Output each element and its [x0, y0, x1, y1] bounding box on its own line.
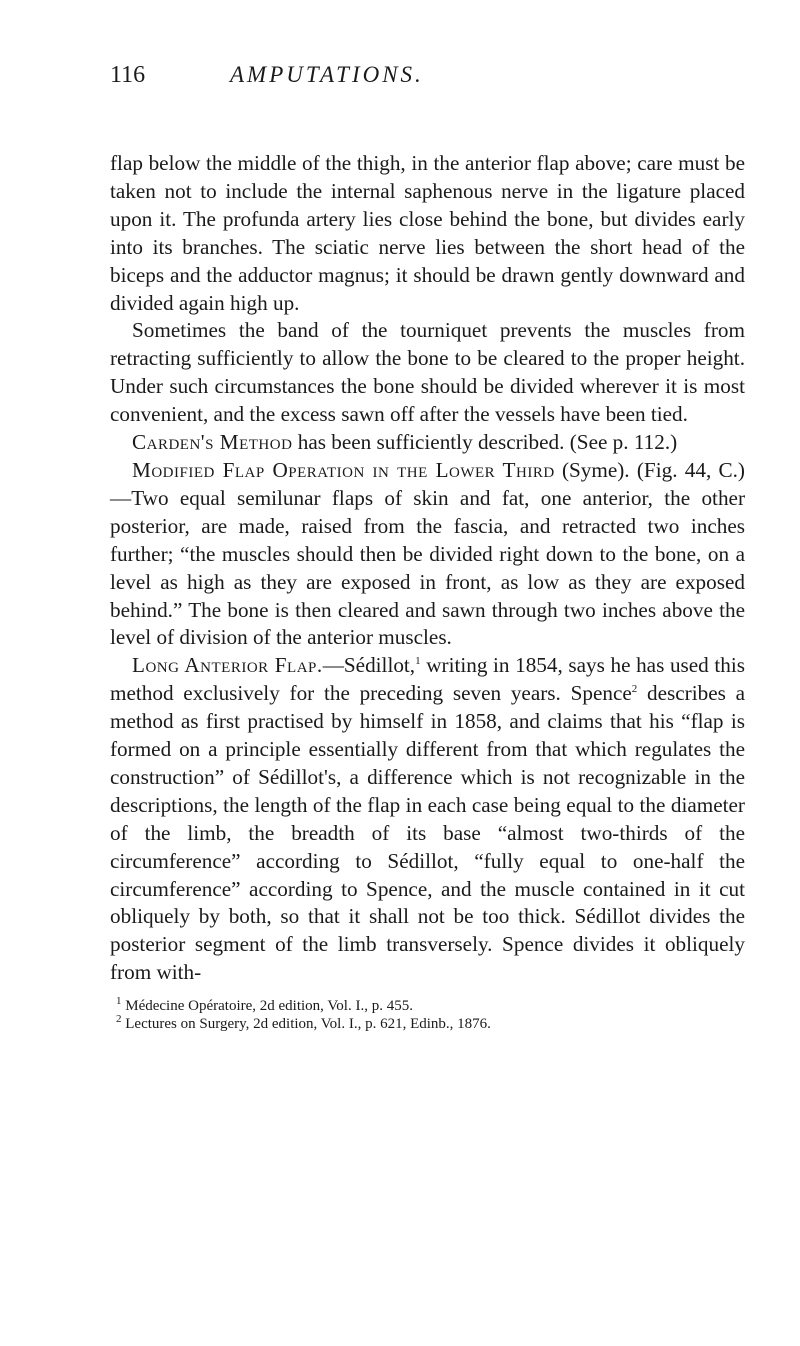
- paragraph-5-text-c: describes a method as first practised by himself in 1858, and claims that his “flap is formed on a principle essentially different from that which regulates the construction” of Sédillot's, a difference which is not recognizable in the descriptions, the length of the flap in each case being equal to the diameter of the limb, the breadth of its base “almost two-thirds of the circumference” according to Sédillot, “fully equal to one-half the circumference” according to Spence, and the muscle contained in it cut obliquely by both, so that it shall not be too thick. Sédillot divides the posterior segment of the limb transversely. Spence divides it obliquely from with-: [110, 681, 745, 985]
- section-heading-modified-flap: Modified Flap Operation in the Lower Third: [132, 457, 555, 482]
- section-heading-long-anterior-flap: Long Anterior Flap.: [132, 653, 323, 678]
- paragraph-2: Sometimes the band of the tourniquet prevents the muscles from retracting sufficiently to allow the bone to be cleared to the proper height. Under such circumstances the bone should be divided wherever it is most convenient, and the excess sawn off after the vessels have been tied.: [110, 318, 745, 427]
- paragraph-4-text: (Syme). (Fig. 44, C.)—Two equal semilunar flaps of skin and fat, one anterior, the other posterior, are made, raised from the fascia, and retracted two inches further; “the muscles should then be divided right down to the bone, on a level as high as they are exposed in front, as low as they are exposed behind.” The bone is then cleared and sawn through two inches above the level of division of the anterior muscles.: [110, 457, 745, 650]
- footnote-2: [116, 1015, 745, 1033]
- paragraph-3: [110, 429, 745, 457]
- running-head: AMPUTATIONS.: [230, 62, 424, 87]
- footnote-text-2: Lectures on Surgery, 2d edition, Vol. I., p. 621, Edinb., 1876.: [121, 1016, 491, 1033]
- body-text: [110, 150, 745, 987]
- paragraph-5-text-a: —Sédillot,: [322, 653, 416, 678]
- section-heading-carden: Carden's Method: [132, 430, 293, 455]
- paragraph-5: [110, 652, 745, 987]
- page-header: [110, 62, 745, 102]
- paragraph-3-text: has been sufficiently described. (See p. 112.): [292, 430, 678, 455]
- footnote-mark-1: 1: [116, 995, 122, 1008]
- book-page: [110, 62, 745, 1033]
- footnote-ref-2: 2: [631, 683, 638, 696]
- footnote-ref-1: 1: [415, 655, 421, 668]
- footnotes: [110, 997, 745, 1033]
- footnote-mark-2: 2: [116, 1013, 122, 1026]
- page-number: 116: [110, 62, 146, 88]
- footnote-text-1: Médecine Opératoire, 2d edition, Vol. I., p. 455.: [121, 998, 413, 1015]
- footnote-1: [116, 997, 745, 1015]
- paragraph-5-text-b: writing in 1854, says he has used this method exclusively for the preceding seven years. Spence: [110, 653, 745, 706]
- paragraph-1: flap below the middle of the thigh, in the anterior flap above; care must be taken not to include the internal saphenous nerve in the ligature placed upon it. The profunda artery lies close behind the bone, but divides early into its branches. The sciatic nerve lies between the short head of the biceps and the adductor magnus; it should be drawn gently downward and divided again high up.: [110, 151, 745, 315]
- paragraph-4: [110, 457, 745, 652]
